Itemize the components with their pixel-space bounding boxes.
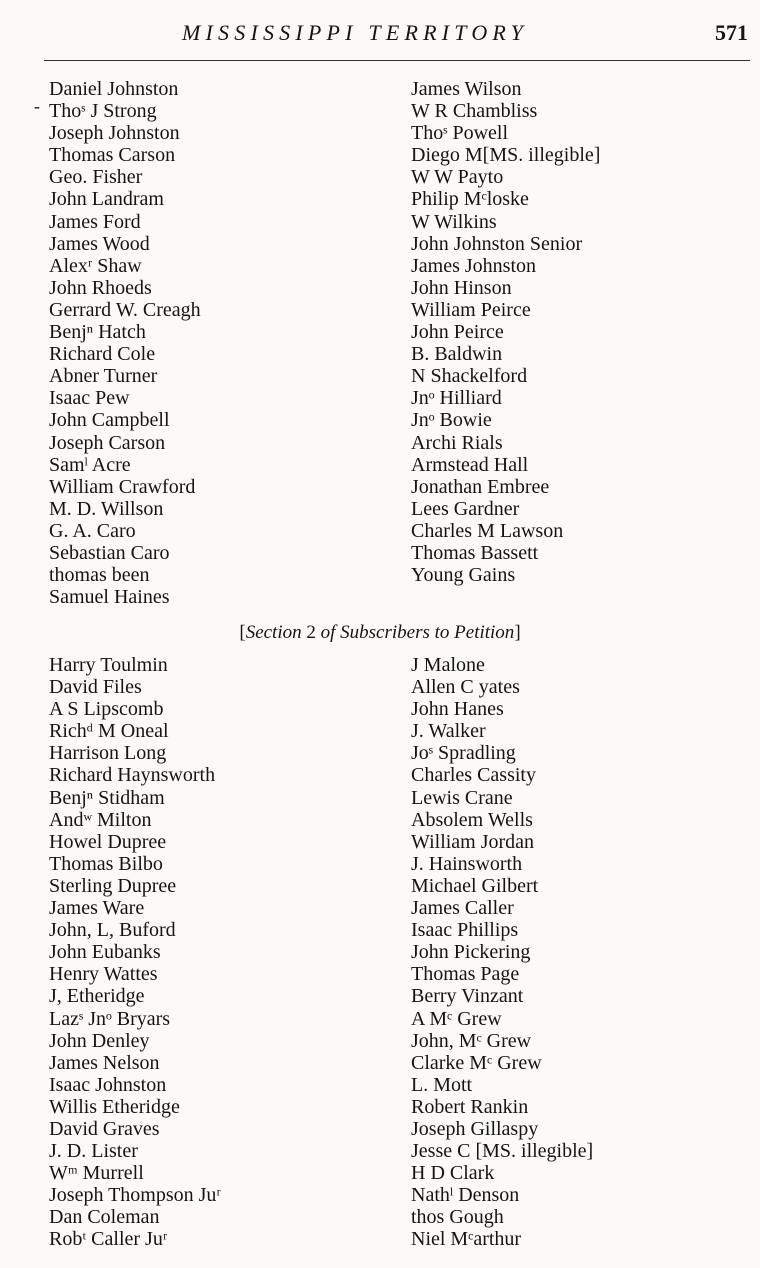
- subscriber-name: Joseph Carson: [49, 431, 166, 454]
- heading-open-bracket: [: [239, 622, 246, 643]
- heading-word-section: Section: [245, 622, 302, 643]
- subscriber-name: N Shackelford: [411, 365, 528, 388]
- subscriber-name: John Eubanks: [49, 941, 161, 964]
- header-rule: [44, 60, 750, 61]
- subscriber-name: Thoˢ Powell: [411, 122, 509, 145]
- subscriber-name: Samuel Haines: [49, 586, 170, 609]
- subscriber-name: David Graves: [49, 1117, 160, 1140]
- margin-mark: -: [34, 96, 40, 116]
- subscriber-name: H D Clark: [411, 1162, 495, 1185]
- subscriber-name: John, Mᶜ Grew: [411, 1029, 532, 1052]
- subscriber-name: A Mᶜ Grew: [411, 1007, 502, 1030]
- subscriber-name: Clarke Mᶜ Grew: [411, 1051, 542, 1074]
- subscriber-name: M. D. Willson: [49, 497, 164, 520]
- subscriber-name: Archi Rials: [411, 431, 503, 454]
- subscriber-name: J. Hainsworth: [411, 852, 523, 875]
- subscriber-name: Thomas Carson: [49, 144, 176, 167]
- subscriber-name: thos Gough: [411, 1206, 504, 1229]
- subscriber-name: James Wood: [49, 232, 150, 255]
- subscriber-name: Daniel Johnston: [49, 78, 179, 100]
- subscriber-name: Richard Haynsworth: [49, 764, 216, 787]
- subscriber-name: Lazˢ Jnᵒ Bryars: [49, 1007, 171, 1030]
- subscriber-name: Samˡ Acre: [49, 453, 131, 476]
- subscriber-name: W R Chambliss: [411, 100, 538, 123]
- subscriber-name: Niel Mᶜarthur: [411, 1228, 522, 1251]
- subscriber-name: Berry Vinzant: [411, 985, 524, 1008]
- subscriber-name: Geo. Fisher: [49, 166, 143, 189]
- subscriber-name: John Peirce: [411, 321, 504, 344]
- subscriber-name: Absolem Wells: [411, 808, 533, 831]
- subscriber-name: Lees Gardner: [411, 497, 520, 520]
- subscriber-name: Thomas Bassett: [411, 541, 539, 564]
- subscriber-name: Richard Cole: [49, 343, 156, 366]
- subscriber-name: Lewis Crane: [411, 786, 513, 809]
- subscriber-name: James Ware: [49, 897, 145, 920]
- subscriber-name: Armstead Hall: [411, 453, 529, 476]
- subscriber-name: Harrison Long: [49, 742, 167, 765]
- section1-right-column: [411, 78, 600, 586]
- section2-right-column: [411, 654, 593, 1251]
- subscriber-name: David Files: [49, 676, 142, 699]
- subscriber-name: James Caller: [411, 897, 514, 920]
- subscriber-name: W Wilkins: [411, 210, 497, 233]
- subscriber-name: Isaac Pew: [49, 387, 130, 410]
- subscriber-name: Allen C yates: [411, 676, 520, 699]
- subscriber-name: Richᵈ M Oneal: [49, 720, 169, 743]
- subscriber-name: Gerrard W. Creagh: [49, 298, 201, 321]
- subscriber-name: Benjⁿ Stidham: [49, 786, 165, 809]
- page-header: [0, 18, 760, 52]
- subscriber-name: Charles Cassity: [411, 764, 536, 787]
- subscriber-name: Howel Dupree: [49, 830, 167, 853]
- subscriber-name: Jnᵒ Hilliard: [411, 387, 502, 410]
- subscriber-name: John Johnston Senior: [411, 232, 583, 255]
- subscriber-name: J, Etheridge: [49, 985, 145, 1008]
- subscriber-name: Charles M Lawson: [411, 519, 564, 542]
- section2-left-column: [49, 654, 221, 1251]
- subscriber-name: Joˢ Spradling: [411, 742, 516, 765]
- subscriber-name: Sterling Dupree: [49, 874, 177, 897]
- heading-close-bracket: ]: [514, 622, 521, 643]
- subscriber-name: Thomas Bilbo: [49, 852, 163, 875]
- subscriber-name: John Hanes: [411, 698, 504, 721]
- subscriber-name: Isaac Phillips: [411, 919, 519, 942]
- subscriber-name: L. Mott: [411, 1073, 473, 1096]
- subscriber-name: Thomas Page: [411, 963, 520, 986]
- subscriber-name: Isaac Johnston: [49, 1073, 167, 1096]
- subscriber-name: John Rhoeds: [49, 276, 152, 299]
- subscriber-name: Benjⁿ Hatch: [49, 321, 146, 344]
- subscriber-name: thomas been: [49, 564, 150, 587]
- subscriber-name: Alexʳ Shaw: [49, 254, 142, 277]
- subscriber-name: John Landram: [49, 188, 164, 211]
- subscriber-name: William Jordan: [411, 830, 535, 853]
- subscriber-name: J Malone: [411, 654, 485, 676]
- subscriber-name: James Ford: [49, 210, 141, 233]
- subscriber-name: John Denley: [49, 1029, 150, 1052]
- subscriber-name: Jnᵒ Bowie: [411, 409, 492, 432]
- subscriber-name: Joseph Thompson Juʳ: [49, 1184, 221, 1207]
- subscriber-name: James Wilson: [411, 78, 522, 100]
- subscriber-name: Robert Rankin: [411, 1095, 529, 1118]
- page-number: 571: [715, 20, 748, 45]
- subscriber-name: William Crawford: [49, 475, 196, 498]
- subscriber-name: Willis Etheridge: [49, 1095, 180, 1118]
- subscriber-name: John Pickering: [411, 941, 531, 964]
- subscriber-name: Henry Wattes: [49, 963, 158, 986]
- subscriber-name: Joseph Gillaspy: [411, 1117, 539, 1140]
- subscriber-name: John Hinson: [411, 276, 512, 299]
- subscriber-name: Harry Toulmin: [49, 654, 168, 676]
- subscriber-name: James Nelson: [49, 1051, 160, 1074]
- subscriber-name: Michael Gilbert: [411, 874, 539, 897]
- subscriber-name: B. Baldwin: [411, 343, 503, 366]
- subscriber-name: Andʷ Milton: [49, 808, 152, 831]
- section-heading: [0, 622, 760, 644]
- subscriber-name: William Peirce: [411, 298, 531, 321]
- subscriber-name: Joseph Johnston: [49, 122, 180, 145]
- subscriber-name: Wᵐ Murrell: [49, 1162, 144, 1185]
- subscriber-name: Abner Turner: [49, 365, 158, 388]
- subscriber-name: Dan Coleman: [49, 1206, 160, 1229]
- subscriber-name: A S Lipscomb: [49, 698, 164, 721]
- section1-left-column: [49, 78, 201, 608]
- subscriber-name: J. Walker: [411, 720, 486, 743]
- subscriber-name: Jonathan Embree: [411, 475, 550, 498]
- subscriber-name: John, L, Buford: [49, 919, 176, 942]
- subscriber-name: Jesse C [MS. illegible]: [411, 1140, 594, 1163]
- subscriber-name: John Campbell: [49, 409, 170, 432]
- subscriber-name: G. A. Caro: [49, 519, 136, 542]
- subscriber-name: Robᵗ Caller Juʳ: [49, 1228, 168, 1251]
- subscriber-name: Thoˢ J Strong: [49, 100, 157, 123]
- subscriber-name: Diego M[MS. illegible]: [411, 144, 601, 167]
- subscriber-name: Nathˡ Denson: [411, 1184, 520, 1207]
- running-head: MISSISSIPPI TERRITORY: [182, 20, 529, 45]
- subscriber-name: Sebastian Caro: [49, 541, 170, 564]
- subscriber-name: Young Gains: [411, 564, 516, 587]
- heading-rest: of Subscribers to Petition: [320, 622, 515, 643]
- subscriber-name: J. D. Lister: [49, 1140, 138, 1163]
- subscriber-name: James Johnston: [411, 254, 536, 277]
- heading-number: 2: [301, 622, 321, 643]
- subscriber-name: Philip Mᶜloske: [411, 188, 529, 211]
- subscriber-name: W W Payto: [411, 166, 504, 189]
